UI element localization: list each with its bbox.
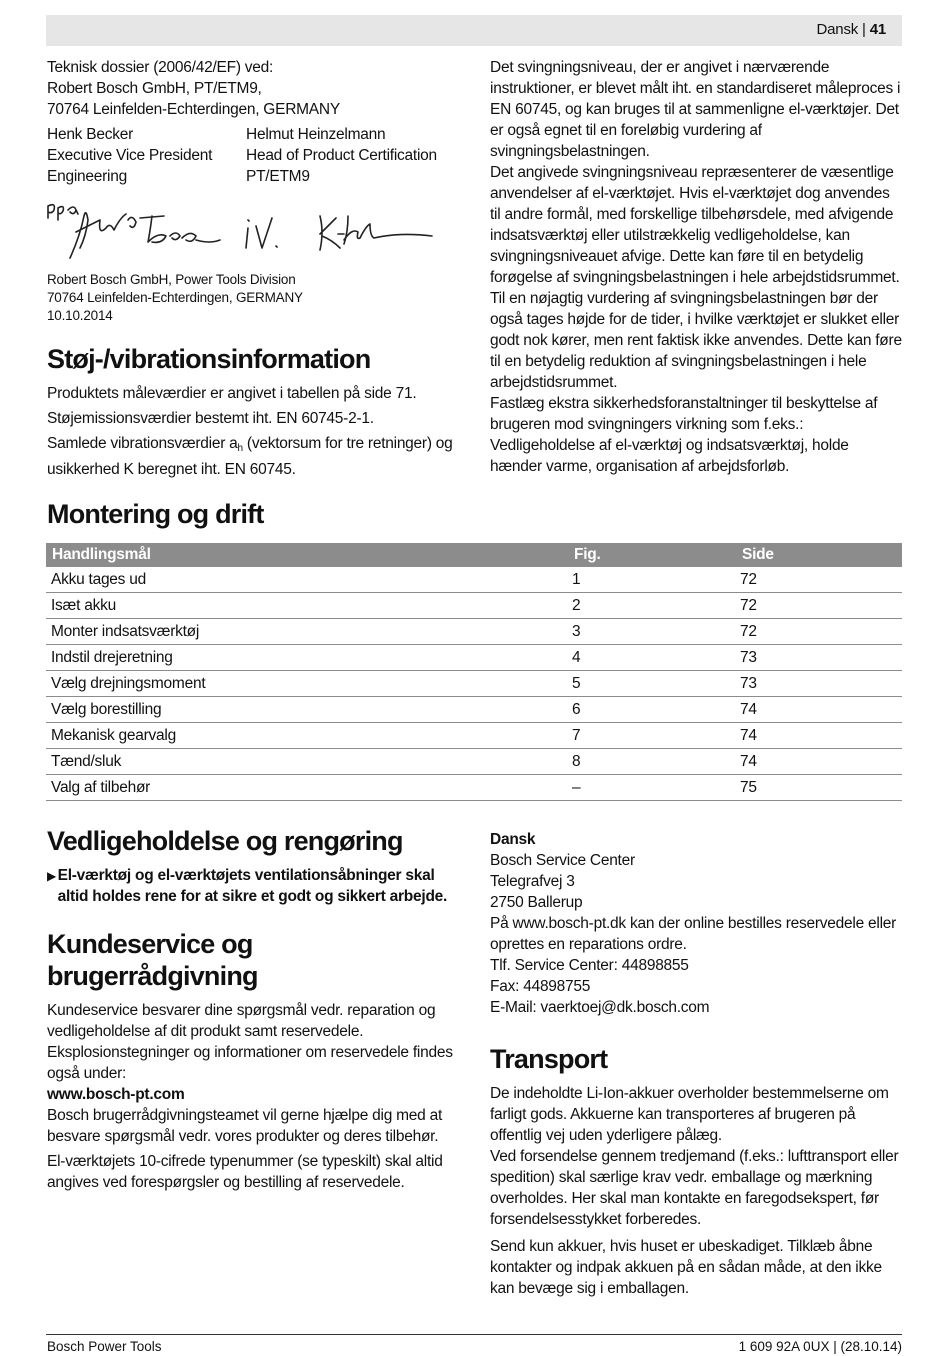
header-language: Dansk [816,21,859,38]
table-header-row [46,543,902,567]
cell-action: Valg af tilbehør [46,775,568,801]
cell-figure: 6 [568,697,736,723]
company-info [47,271,467,325]
footer-divider [46,1334,902,1335]
section-heading: Montering og drift [47,499,264,529]
paragraph: Bosch brugerrådgivningsteamet vil gerne hjælpe dig med at besvare spørgsmål vedr. vores produkter og deres tilbehør. [47,1107,443,1145]
vibration-text-pre: Samlede vibrationsværdier a [47,435,238,452]
section-heading: Transport [490,1044,608,1074]
signature-stroke [48,205,54,218]
dossier-line: Robert Bosch GmbH, PT/ETM9, [47,80,262,97]
cell-page: 74 [736,749,902,775]
table-row [46,723,902,749]
table-row [46,593,902,619]
table-body [46,567,902,801]
signatory-2 [246,124,437,187]
transport-section [490,1043,902,1299]
cell-page: 72 [736,567,902,593]
cell-page: 75 [736,775,902,801]
table-row [46,671,902,697]
paragraph: Støjemissionsværdier bestemt iht. EN 60745-2-1. [47,410,374,427]
signature-stroke [70,213,136,258]
cell-action: Mekanisk gearvalg [46,723,568,749]
paragraph: Det angivede svingningsniveau repræsenterer de væsentlige anvendelser af el-værktøjet. Hvis el-værktøjet dog anvendes til andre formål, med forskellige tilbehørsdele, med afvigende indsatsværktøj eller utilstrækkelig vedligeholdelse, kan svingningsniveauet afvige. Dette kan føre til en betydelig forøgelse af svingningsbelastningen i hele arbejdstidsrummet. [490,164,900,286]
signatories [47,124,467,187]
service-section [47,928,467,1193]
cell-page: 73 [736,671,902,697]
cell-figure: 1 [568,567,736,593]
table-row [46,775,902,801]
paragraph: Ved forsendelse gennem tredjemand (f.eks.: lufttransport eller spedition) skal særlige krav vedr. emballage og mærkning overholdes. Her skal man kontakte en faregodsekspert, før forsendelsesstykket forberedes. [490,1148,899,1228]
cell-figure: 4 [568,645,736,671]
header-separator: | [862,21,866,38]
paragraph [47,433,467,480]
section-heading: Støj-/vibrationsinformation [47,344,371,374]
signature-stroke [320,216,432,250]
signature-date: 10.10.2014 [47,308,113,323]
cell-page: 74 [736,697,902,723]
footer-right: 1 609 92A 0UX | (28.10.14) [738,1339,902,1354]
tech-dossier [47,57,467,120]
signatory-1 [47,124,246,187]
vibration-subscript: h [237,443,243,454]
service-url[interactable]: www.bosch-pt.com [47,1086,185,1103]
paragraph: Til en nøjagtig vurdering af svingningsbelastningen bør der også tages højde for de tider, i hvilke værktøjet er slukket eller godt nok kører, men rent faktisk ikke anvendes. Dette kan føre til en betydelig reduktion af svingningsbelastningen i hele arbejdstidsrummet. [490,290,902,391]
cell-action: Vælg drejningsmoment [46,671,568,697]
dossier-line: Teknisk dossier (2006/42/EF) ved: [47,59,274,76]
cell-action: Monter indsatsværktøj [46,619,568,645]
company-line: Robert Bosch GmbH, Power Tools Division [47,272,296,287]
paragraph: El-værktøjets 10-cifrede typenummer (se typeskilt) skal altid angives ved forespørgsler og bestilling af reservedele. [47,1153,443,1191]
signature-stroke [140,216,220,242]
contact-name: Bosch Service Center [490,852,635,869]
cell-action: Vælg borestilling [46,697,568,723]
cell-page: 73 [736,645,902,671]
column-header: Handlingsmål [46,543,568,567]
cell-figure: 5 [568,671,736,697]
table-row [46,567,902,593]
signatory-title: Head of Product Certification [246,147,437,164]
paragraph: Send kun akkuer, hvis huset er ubeskadiget. Tilklæb åbne kontakter og indpak akkuen på en sådan måde, at den ikke kan bevæge sig i emballagen. [490,1238,882,1297]
company-line: 70764 Leinfelden-Echterdingen, GERMANY [47,290,303,305]
signature-stroke [58,207,63,220]
column-header: Side [736,543,902,567]
contact-fax: Fax: 44898755 [490,978,591,995]
paragraph: Fastlæg ekstra sikkerhedsforanstaltninger til beskyttelse af brugeren mod svingningers virkning som f.eks.: Vedligeholdelse af el-værktøj og indsatsværktøj, holde hænder varme, organisation af arbejdsforløb. [490,395,878,475]
cell-page: 74 [736,723,902,749]
signature-stroke [68,207,78,214]
contact-online: På www.bosch-pt.dk kan der online bestilles reservedele eller oprettes en reparations ordre. [490,915,897,953]
vibration-text-post: (vektorsum for tre retninger) og usikkerhed K beregnet iht. EN 60745. [47,435,453,478]
safety-bullet [47,865,467,907]
contact-email[interactable]: E-Mail: vaerktoej@dk.bosch.com [490,999,710,1016]
vibration-details [490,57,902,477]
signature-stroke [246,218,277,248]
page-header [817,21,886,38]
operation-table [46,543,902,801]
cell-page: 72 [736,593,902,619]
cell-figure: 7 [568,723,736,749]
cell-action: Indstil drejeretning [46,645,568,671]
bullet-text: El-værktøj og el-værktøjets ventilationsåbninger skal altid holdes rene for at sikre et godt og sikkert arbejde. [57,867,448,905]
bullet-triangle-icon: ▶ [47,869,56,883]
paragraph: Produktets måleværdier er angivet i tabellen på side 71. [47,385,417,402]
section-heading: Vedligeholdelse og rengøring [47,826,403,856]
cell-figure: 8 [568,749,736,775]
table-row [46,697,902,723]
signatory-name: Henk Becker [47,126,133,143]
maintenance-section [47,825,467,907]
column-header: Fig. [568,543,736,567]
signatory-name: Helmut Heinzelmann [246,126,386,143]
cell-page: 72 [736,619,902,645]
contact-street: Telegrafvej 3 [490,873,575,890]
signatory-dept: Engineering [47,168,127,185]
paragraph: Kundeservice besvarer dine spørgsmål vedr. reparation og vedligeholdelse af dit produkt samt reservedele. Eksplosionstegninger og informationer om reservedele findes også under: [47,1002,453,1082]
cell-figure: – [568,775,736,801]
page-number: 41 [869,21,886,38]
section-heading: Kundeservice og brugerrådgivning [47,929,258,991]
montering-heading-wrap [47,498,647,530]
signatory-title: Executive Vice President [47,147,213,164]
cell-figure: 3 [568,619,736,645]
cell-action: Akku tages ud [46,567,568,593]
page-header-bar [46,15,902,46]
cell-action: Tænd/sluk [46,749,568,775]
paragraph: De indeholdte Li-Ion-akkuer overholder bestemmelserne om farligt gods. Akkuerne kan transporteres af brugeren på offentlig vej uden yderligere pålæg. [490,1085,889,1144]
footer-left: Bosch Power Tools [47,1339,162,1354]
signatory-dept: PT/ETM9 [246,168,310,185]
dossier-line: 70764 Leinfelden-Echterdingen, GERMANY [47,101,340,118]
contact-country: Dansk [490,831,536,848]
contact-block [490,829,902,1018]
cell-figure: 2 [568,593,736,619]
handwritten-signatures [40,196,440,262]
table-row [46,619,902,645]
table-row [46,749,902,775]
contact-city: 2750 Ballerup [490,894,583,911]
noise-section [47,343,467,480]
table-row [46,645,902,671]
paragraph: Det svingningsniveau, der er angivet i nærværende instruktioner, er blevet målt iht. en standardiseret måleproces i EN 60745, og kan bruges til at sammenligne el-værktøjer. Det er også egnet til en foreløbig vurdering af svingningsbelastningen. [490,59,901,160]
contact-phone: Tlf. Service Center: 44898855 [490,957,689,974]
cell-action: Isæt akku [46,593,568,619]
